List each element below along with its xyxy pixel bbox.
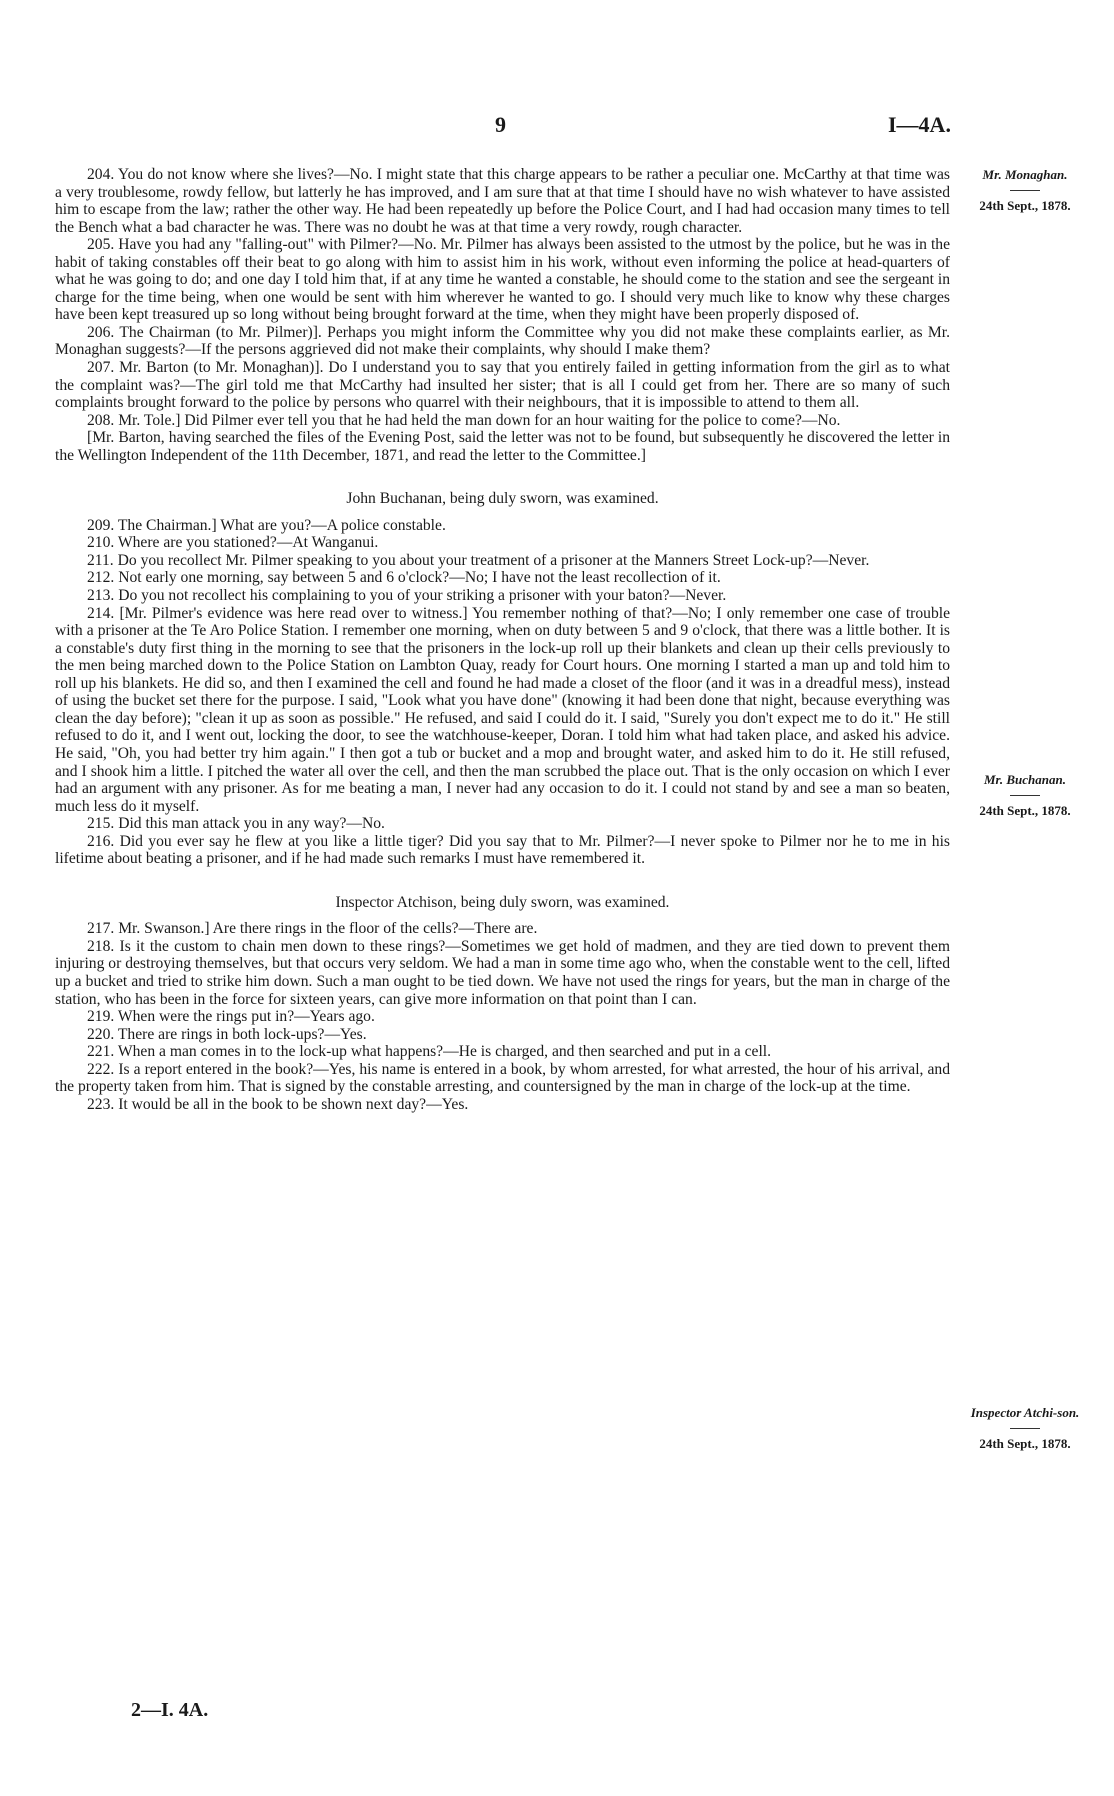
margin-date: 24th Sept., 1878. — [979, 1435, 1071, 1451]
question-221: 221. When a man comes in to the lock-up what happens?—He is charged, and then searched and put in a cell. — [87, 1043, 772, 1061]
question-209: 209. The Chairman.] What are you?—A police constable. — [87, 516, 446, 534]
question-213: 213. Do you not recollect his complaining to you of your striking a prisoner with your baton?—Never. — [87, 587, 727, 605]
bracketed-note: [Mr. Barton, having searched the files of the Evening Post, said the letter was not to be found, but subsequently he discovered the letter in the Wellington Independent of the 11th December, 1871, and read the letter to the Committee.] — [55, 429, 950, 464]
evidence-text — [55, 166, 950, 1113]
margin-note-witness-1 — [955, 166, 1095, 214]
question-220: 220. There are rings in both lock-ups?—Yes. — [87, 1025, 367, 1043]
witness-heading-buchanan: John Buchanan, being duly sworn, was examined. — [346, 490, 659, 508]
question-216: 216. Did you ever say he flew at you like a little tiger? Did you say that to Mr. Pilmer?—I never spoke to Pilmer nor he to me in his lifetime about beating a prisoner, and if he had made such remarks I must have remembered it. — [55, 832, 950, 868]
margin-note-witness-2 — [955, 771, 1095, 819]
page-header — [0, 112, 1114, 142]
margin-date: 24th Sept., 1878. — [979, 197, 1071, 213]
question-214: 214. [Mr. Pilmer's evidence was here read over to witness.] You remember nothing of that?—No; I only remember one case of trouble with a prisoner at the Te Aro Police Station. I remember one morning, when on duty between 5 and 9 o'clock, that there was a little bother. It is a constable's duty first thing in the morning to see that the prisoners in the lock-up roll up their blankets and clean up their cells previously to the men being marched down to the Police Station on Lambton Quay, ready for Court hours. One morning I started a man up and told him to roll up his blankets. He did so, and then I examined the cell and found he had made a closet of the floor (and it was in a dreadful mess), instead of using the bucket set there for the purpose. I said, "Look what you have done" (knowing it had been done that night, because everything was clean the day before); "clean it up as soon as possible." He refused, and said I could do it. I said, "Surely you don't expect me to do it." He still refused to do it, and I went out, locking the door, to see the watchhouse-keeper, Doran. I told him what had taken place, and asked his advice. He said, "Oh, you had better try him again." I then got a tub or bucket and a mop and brought water, and asked him to do it. He still refused, and I shook him a little. I pitched the water all over the cell, and then the man scrubbed the place out. That is the only occasion on which I ever had an argument with any prisoner. As for me beating a man, I never had any occasion to do it. I could not stand by and see a man so beaten, much less do it myself. — [55, 604, 950, 815]
margin-divider — [1010, 1428, 1040, 1429]
question-211: 211. Do you recollect Mr. Pilmer speaking to you about your treatment of a prisoner at the Manners Street Lock-up?—Never. — [87, 551, 870, 569]
margin-witness-name: Mr. Monaghan. — [982, 167, 1068, 182]
margin-divider — [1010, 795, 1040, 796]
margin-note-witness-3 — [955, 1404, 1095, 1452]
question-218: 218. Is it the custom to chain men down to these rings?—Sometimes we get hold of madmen, and they are tied down to prevent them injuring or destroying themselves, but that occurs very seldom. We had a man in some time ago who, when the constable went to the cell, lifted up a bucket and tried to strike him down. Such a man ought to be tied down. We have not used the rings for years, but the man in charge of the station, who has been in the force for sixteen years, can give more information on that point than I can. — [55, 937, 950, 1008]
margin-witness-name: Inspector Atchi-son. — [970, 1405, 1080, 1420]
question-208: 208. Mr. Tole.] Did Pilmer ever tell you that he had held the man down for an hour waiting for the police to come?—No. — [87, 411, 841, 429]
witness-heading-atchison: Inspector Atchison, being duly sworn, was examined. — [335, 893, 670, 911]
page-number: 9 — [495, 112, 506, 137]
question-223: 223. It would be all in the book to be shown next day?—Yes. — [87, 1095, 469, 1113]
question-210: 210. Where are you stationed?—At Wanganui. — [87, 534, 379, 552]
question-222: 222. Is a report entered in the book?—Yes, his name is entered in a book, by whom arrested, for what arrested, the hour of his arrival, and the property taken from him. That is signed by the constable arresting, and countersigned by the man in charge of the lock-up at the time. — [55, 1060, 950, 1096]
question-219: 219. When were the rings put in?—Years ago. — [87, 1008, 375, 1026]
question-205: 205. Have you had any "falling-out" with Pilmer?—No. Mr. Pilmer has always been assisted to the utmost by the police, but he was in the habit of taking constables off their beat to go along with him to assist him in his work, without even informing the police at head-quarters of what he was going to do; and one day I told him that, if at any time he wanted a constable, he should come to the station and see the sergeant in charge for the time being, when one would be sent with him wherever he wanted to go. I should very much like to know why these charges have been kept treasured up so long without being brought forward at the time, when they might have been properly disposed of. — [55, 236, 950, 324]
margin-witness-name: Mr. Buchanan. — [983, 772, 1066, 787]
question-207: 207. Mr. Barton (to Mr. Monaghan)]. Do I understand you to say that you entirely failed in getting information from the girl as to what the complaint was?—The girl told me that McCarthy had insulted her sister; that is all I could get from her. There are so many of such complaints brought forward to the police by persons who quarrel with their neighbours, that it is impossible to attend to them all. — [55, 359, 950, 412]
page-footer-signature: 2—I. 4A. — [131, 1699, 209, 1721]
question-217: 217. Mr. Swanson.] Are there rings in the floor of the cells?—There are. — [87, 920, 538, 938]
question-212: 212. Not early one morning, say between 5 and 6 o'clock?—No; I have not the least recollection of it. — [87, 569, 721, 587]
margin-divider — [1010, 190, 1040, 191]
question-204: 204. You do not know where she lives?—No. I might state that this charge appears to be rather a peculiar one. McCarthy at that time was a very troublesome, rowdy fellow, but latterly he has improved, and I am sure that at that time I should have no wish whatever to have assisted him to escape from the law; rather the other way. He had been repeatedly up before the Police Court, and I had had occasion many times to tell the Bench what a bad character he was. There was no doubt he was at that time a very rowdy, rough character. — [55, 166, 950, 236]
question-206: 206. The Chairman (to Mr. Pilmer)]. Perhaps you might inform the Committee why you did not make these complaints earlier, as Mr. Monaghan suggests?—If the persons aggrieved did not make their complaints, why should I make them? — [55, 323, 950, 359]
question-215: 215. Did this man attack you in any way?—No. — [87, 815, 385, 833]
document-reference: I—4A. — [888, 112, 951, 137]
margin-date: 24th Sept., 1878. — [979, 802, 1071, 818]
